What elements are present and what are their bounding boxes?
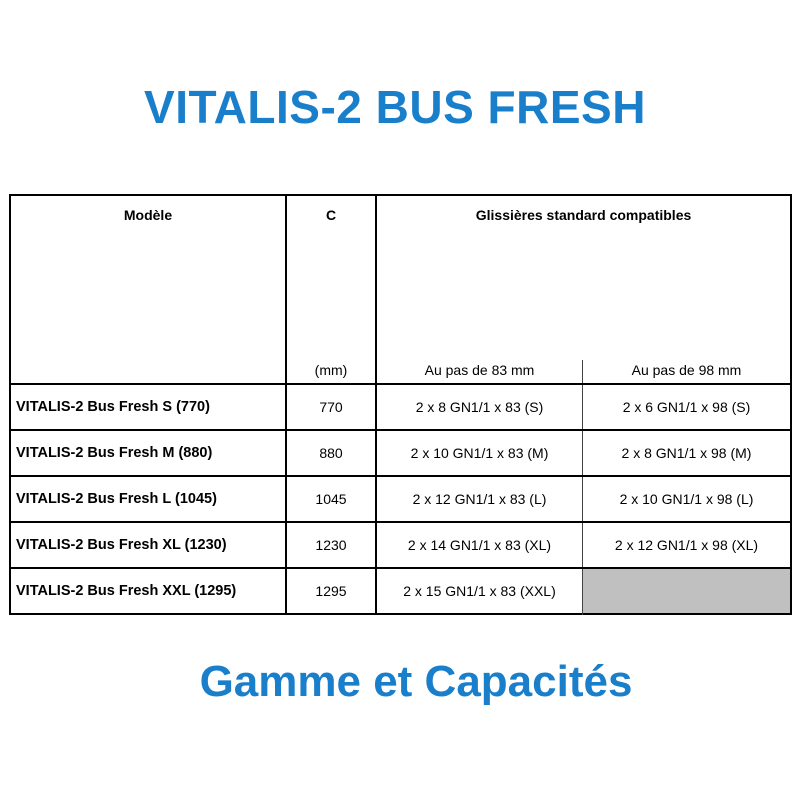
row-3-model: VITALIS-2 Bus Fresh L (1045) — [16, 490, 217, 507]
row-5-model: VITALIS-2 Bus Fresh XXL (1295) — [16, 582, 237, 599]
page-subtitle: Gamme et Capacités — [199, 657, 633, 706]
page-title: VITALIS-2 BUS FRESH — [144, 81, 646, 133]
row-1-c: 770 — [319, 399, 343, 415]
header-pas-83: Au pas de 83 mm — [424, 362, 535, 378]
row-1-pas-98: 2 x 6 GN1/1 x 98 (S) — [622, 399, 751, 415]
row-1-pas-83: 2 x 8 GN1/1 x 83 (S) — [415, 399, 544, 415]
row-4-c: 1230 — [315, 537, 347, 553]
row-2-model: VITALIS-2 Bus Fresh M (880) — [16, 444, 213, 461]
header-model: Modèle — [123, 207, 173, 223]
row-5-c: 1295 — [315, 583, 347, 599]
header-c-unit: (mm) — [314, 362, 348, 378]
table-border-right — [790, 194, 792, 615]
table-border-bottom — [9, 613, 792, 615]
row-5-pas-83: 2 x 15 GN1/1 x 83 (XXL) — [403, 583, 556, 599]
header-glissieres: Glissières standard compatibles — [475, 207, 692, 223]
row-2-pas-98: 2 x 8 GN1/1 x 98 (M) — [621, 445, 752, 461]
row-4-pas-98: 2 x 12 GN1/1 x 98 (XL) — [614, 537, 759, 553]
row-1-model: VITALIS-2 Bus Fresh S (770) — [16, 398, 210, 415]
row-3-pas-98: 2 x 10 GN1/1 x 98 (L) — [619, 491, 754, 507]
row-4-pas-83: 2 x 14 GN1/1 x 83 (XL) — [407, 537, 552, 553]
row-2-c: 880 — [319, 445, 343, 461]
header-pas-98: Au pas de 98 mm — [631, 362, 742, 378]
row-3-c: 1045 — [315, 491, 347, 507]
row-3-pas-83: 2 x 12 GN1/1 x 83 (L) — [412, 491, 547, 507]
header-c: C — [325, 207, 337, 223]
capacity-table — [9, 194, 792, 615]
empty-cell — [583, 569, 790, 613]
row-4-model: VITALIS-2 Bus Fresh XL (1230) — [16, 536, 227, 553]
row-2-pas-83: 2 x 10 GN1/1 x 83 (M) — [410, 445, 549, 461]
